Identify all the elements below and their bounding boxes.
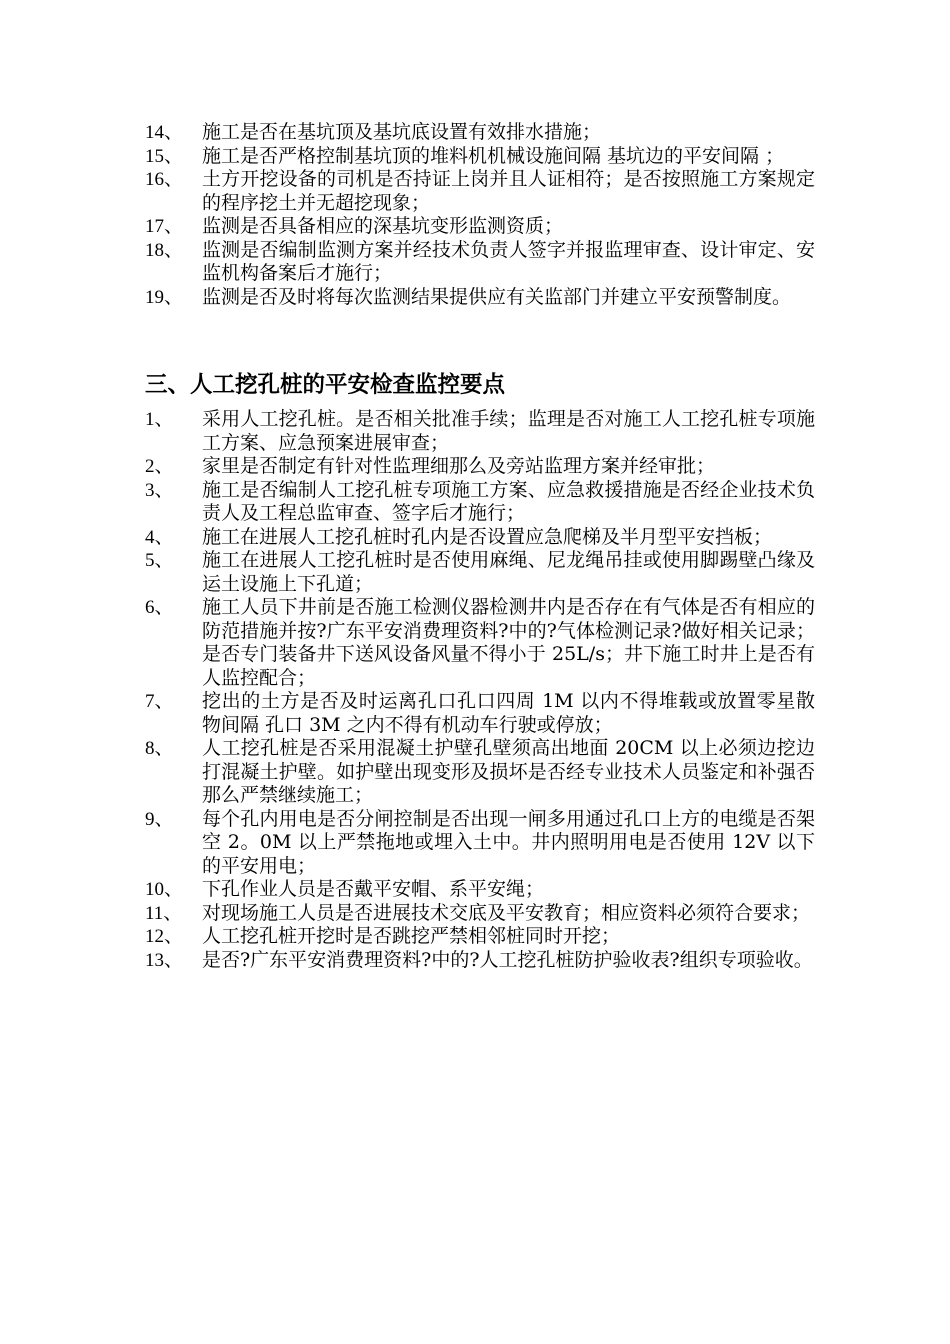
- item-text: 采用人工挖孔桩。是否相关批准手续；监理是否对施工人工挖孔桩专项施工方案、应急预案进展审查；: [202, 408, 815, 454]
- list-item: [145, 408, 815, 455]
- item-number: 5、: [145, 550, 174, 571]
- list-item: [145, 690, 815, 737]
- checklist-manual-pile: [145, 408, 815, 972]
- item-text: 施工人员下井前是否施工检测仪器检测井内是否存在有气体是否有相应的防范措施并按?广东平安消费理资料?中的?气体检测记录?做好相关记录；是否专门装备井下送风设备风量不得小于 25L/s；井下施工时井上是否有人监控配合；: [202, 596, 815, 689]
- item-number: 13、: [145, 949, 184, 971]
- list-item: [145, 121, 815, 145]
- list-item: [145, 949, 815, 973]
- list-item: [145, 168, 815, 215]
- item-text: 监测是否具备相应的深基坑变形监测资质；: [202, 215, 564, 237]
- item-text: 施工是否在基坑顶及基坑底设置有效排水措施；: [202, 121, 602, 143]
- item-text: 施工在进展人工挖孔桩时是否使用麻绳、尼龙绳吊挂或使用脚踢壁凸缘及运土设施上下孔道；: [202, 549, 815, 595]
- list-item: [145, 549, 815, 596]
- list-item: [145, 239, 815, 286]
- item-text: 挖出的土方是否及时运离孔口孔口四周 1M 以内不得堆载或放置零星散物间隔 孔口 3M 之内不得有机动车行驶或停放；: [202, 690, 815, 736]
- section-spacer: [145, 309, 815, 370]
- item-number: 11、: [145, 902, 183, 924]
- item-text: 家里是否制定有针对性监理细那么及旁站监理方案并经审批；: [202, 455, 716, 477]
- list-item: [145, 808, 815, 879]
- list-item: [145, 286, 815, 310]
- item-number: 2、: [145, 456, 174, 477]
- checklist-continued: [145, 121, 815, 309]
- list-item: [145, 902, 815, 926]
- item-number: 8、: [145, 738, 174, 759]
- item-number: 10、: [145, 879, 184, 900]
- item-text: 施工是否编制人工挖孔桩专项施工方案、应急救援措施是否经企业技术负责人及工程总监审查、签字后才施行；: [202, 478, 815, 524]
- item-number: 14、: [145, 122, 184, 143]
- list-item: [145, 215, 815, 239]
- item-text: 每个孔内用电是否分闸控制是否出现一闸多用通过孔口上方的电缆是否架空 2。0M 以上严禁拖地或埋入土中。井内照明用电是否使用 12V 以下的平安用电；: [202, 807, 815, 877]
- list-item: [145, 145, 815, 169]
- item-number: 19、: [145, 286, 184, 308]
- item-number: 4、: [145, 526, 174, 548]
- item-number: 1、: [145, 409, 174, 430]
- item-number: 7、: [145, 691, 174, 712]
- list-item: [145, 737, 815, 808]
- item-number: 16、: [145, 169, 184, 190]
- item-number: 17、: [145, 216, 184, 237]
- item-text: 施工是否严格控制基坑顶的堆料机机械设施间隔 基坑边的平安间隔 ；: [202, 144, 785, 167]
- item-text: 对现场施工人员是否进展技术交底及平安教育；相应资料必须符合要求；: [202, 901, 811, 924]
- item-text: 是否?广东平安消费理资料?中的?人工挖孔桩防护验收表?组织专项验收。: [202, 948, 813, 971]
- list-item: [145, 455, 815, 479]
- item-number: 18、: [145, 239, 184, 261]
- item-number: 15、: [145, 145, 184, 167]
- section-heading: 三、人工挖孔桩的平安检查监控要点: [145, 372, 506, 398]
- item-text: 下孔作业人员是否戴平安帽、系平安绳；: [202, 878, 545, 900]
- item-number: 6、: [145, 597, 174, 618]
- list-item: [145, 596, 815, 690]
- item-text: 人工挖孔桩开挖时是否跳挖严禁相邻桩同时开挖；: [202, 925, 621, 947]
- item-text: 监测是否编制监测方案并经技术负责人签字并报监理审查、设计审定、安监机构备案后才施行；: [202, 238, 815, 284]
- item-number: 12、: [145, 926, 184, 947]
- list-item: [145, 878, 815, 902]
- item-text: 人工挖孔桩是否采用混凝土护壁孔壁须高出地面 20CM 以上必须边挖边打混凝土护壁。如护壁出现变形及损坏是否经专业技术人员鉴定和补强否那么严禁继续施工；: [202, 737, 815, 806]
- item-number: 3、: [145, 479, 174, 501]
- document-page: [145, 121, 815, 972]
- item-text: 施工在进展人工挖孔桩时孔内是否设置应急爬梯及半月型平安挡板；: [202, 525, 773, 548]
- item-text: 土方开挖设备的司机是否持证上岗并且人证相符；是否按照施工方案规定的程序挖土并无超挖现象；: [202, 168, 815, 214]
- item-number: 9、: [145, 808, 174, 830]
- list-item: [145, 925, 815, 949]
- list-item: [145, 479, 815, 526]
- item-text: 监测是否及时将每次监测结果提供应有关监部门并建立平安预警制度。: [202, 285, 792, 308]
- list-item: [145, 526, 815, 550]
